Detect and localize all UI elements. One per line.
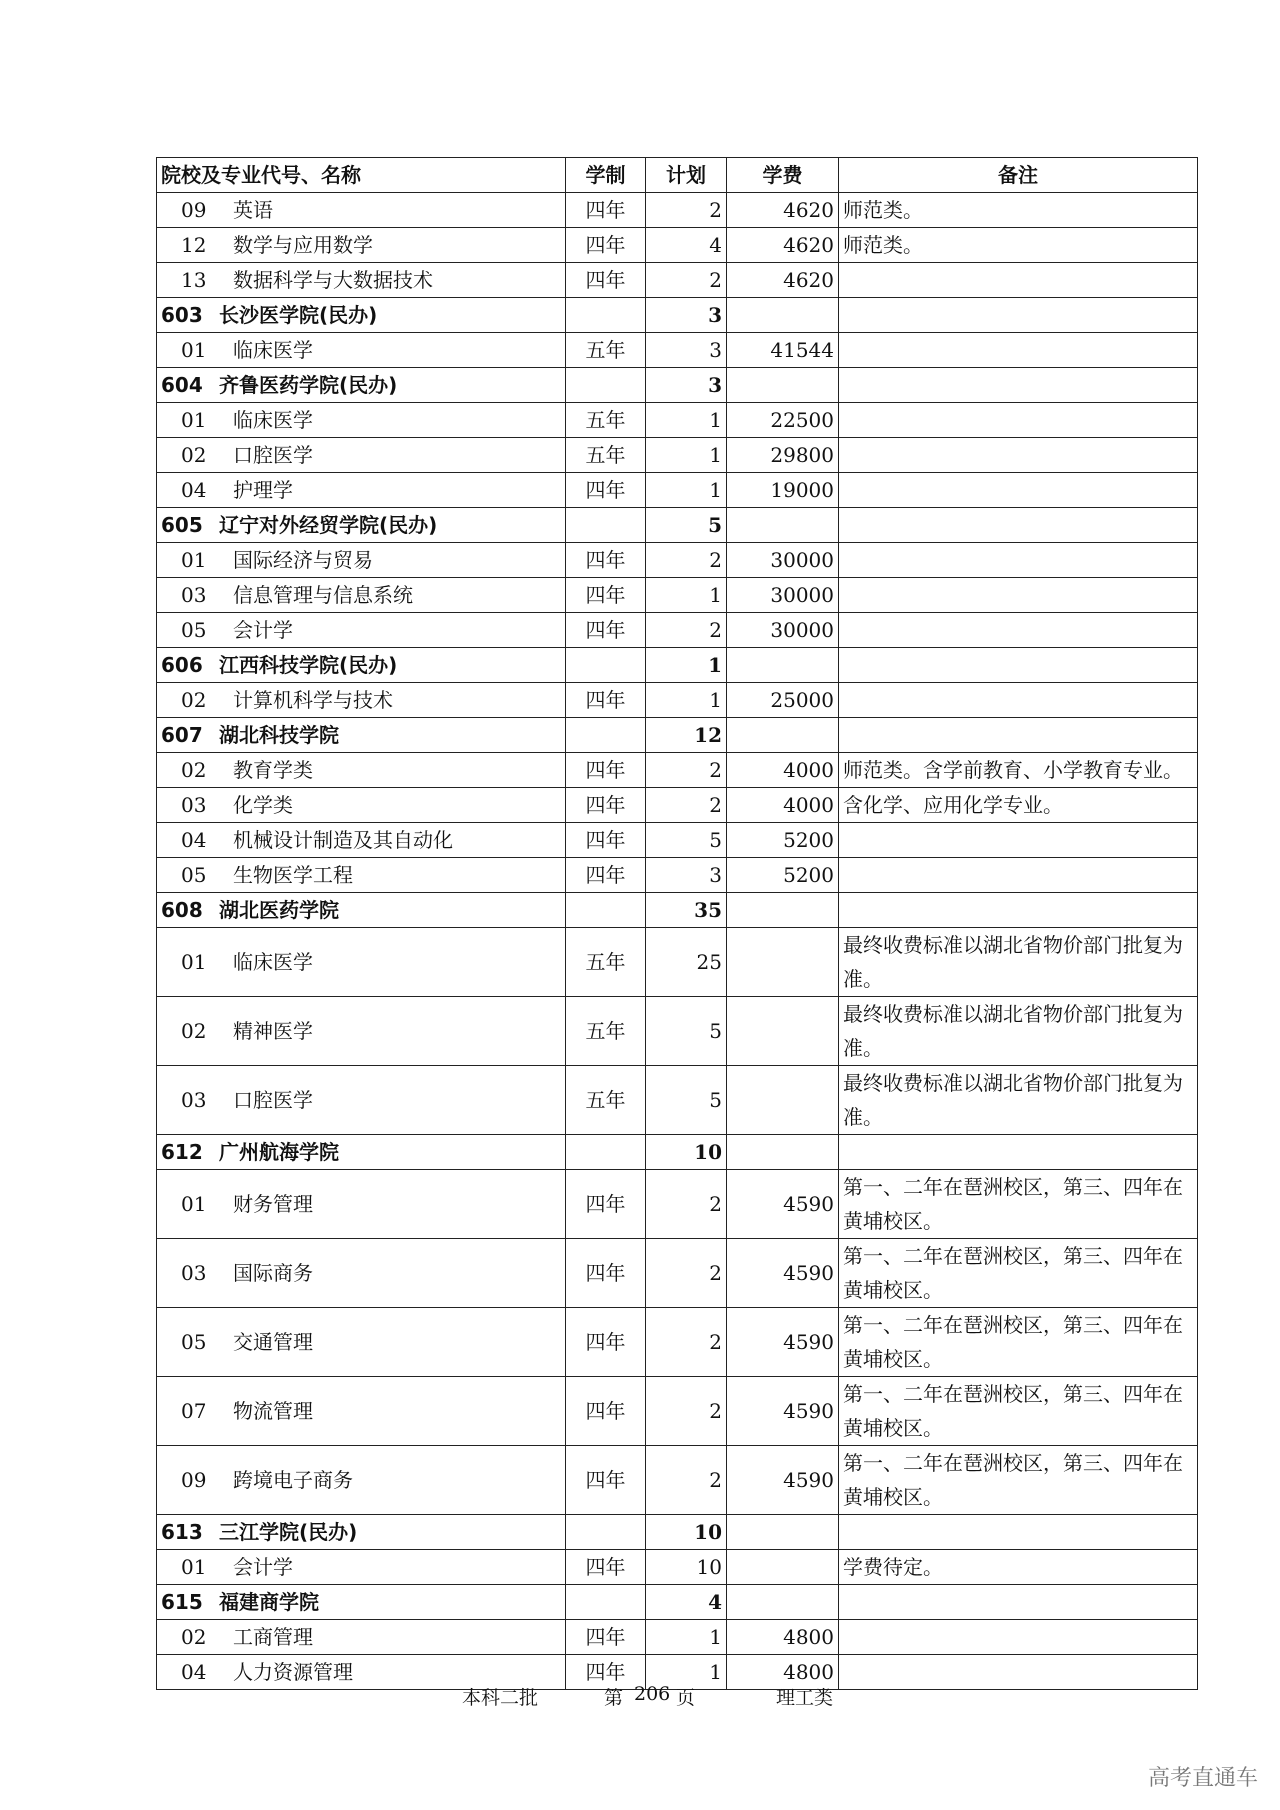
school-code: 606 bbox=[161, 653, 203, 677]
school-duration-cell bbox=[566, 1135, 646, 1170]
major-plan: 2 bbox=[646, 1308, 727, 1377]
major-duration: 四年 bbox=[566, 788, 646, 823]
major-name-cell bbox=[157, 1239, 566, 1308]
major-name: 物流管理 bbox=[233, 1399, 313, 1423]
school-tuition-cell bbox=[727, 648, 839, 683]
major-row bbox=[157, 543, 1198, 578]
major-name: 信息管理与信息系统 bbox=[233, 583, 413, 607]
major-tuition: 30000 bbox=[727, 613, 839, 648]
school-note-cell bbox=[839, 1515, 1198, 1550]
major-name-cell bbox=[157, 858, 566, 893]
major-note: 最终收费标准以湖北省物价部门批复为准。 bbox=[839, 997, 1198, 1066]
major-row bbox=[157, 613, 1198, 648]
major-row bbox=[157, 788, 1198, 823]
major-note bbox=[839, 543, 1198, 578]
major-name: 精神医学 bbox=[233, 1019, 313, 1043]
school-name-cell bbox=[157, 648, 566, 683]
school-row bbox=[157, 508, 1198, 543]
school-tuition-cell bbox=[727, 718, 839, 753]
major-tuition: 4620 bbox=[727, 193, 839, 228]
major-duration: 四年 bbox=[566, 473, 646, 508]
major-code: 01 bbox=[181, 1555, 207, 1579]
admission-plan-sheet bbox=[156, 157, 1198, 1690]
major-plan: 1 bbox=[646, 438, 727, 473]
major-tuition: 5200 bbox=[727, 858, 839, 893]
school-code: 605 bbox=[161, 513, 203, 537]
major-name: 英语 bbox=[233, 198, 273, 222]
school-code: 604 bbox=[161, 373, 203, 397]
school-note-cell bbox=[839, 298, 1198, 333]
major-plan: 2 bbox=[646, 613, 727, 648]
major-duration: 四年 bbox=[566, 1170, 646, 1239]
school-duration-cell bbox=[566, 718, 646, 753]
major-code: 05 bbox=[181, 863, 207, 887]
major-plan: 2 bbox=[646, 1446, 727, 1515]
page-footer bbox=[0, 1683, 1280, 1713]
major-duration: 四年 bbox=[566, 228, 646, 263]
major-name-cell bbox=[157, 1170, 566, 1239]
major-name: 交通管理 bbox=[233, 1330, 313, 1354]
major-row bbox=[157, 823, 1198, 858]
table-body bbox=[157, 193, 1198, 1690]
major-note: 最终收费标准以湖北省物价部门批复为准。 bbox=[839, 928, 1198, 997]
major-plan: 5 bbox=[646, 823, 727, 858]
major-name-cell bbox=[157, 1620, 566, 1655]
major-duration: 四年 bbox=[566, 1239, 646, 1308]
major-duration: 四年 bbox=[566, 1655, 646, 1690]
major-row bbox=[157, 1239, 1198, 1308]
major-tuition: 41544 bbox=[727, 333, 839, 368]
major-name: 数据科学与大数据技术 bbox=[233, 268, 433, 292]
major-row bbox=[157, 1066, 1198, 1135]
major-plan: 1 bbox=[646, 473, 727, 508]
major-plan: 4 bbox=[646, 228, 727, 263]
major-duration: 五年 bbox=[566, 333, 646, 368]
major-note bbox=[839, 403, 1198, 438]
major-note bbox=[839, 333, 1198, 368]
school-name-cell bbox=[157, 893, 566, 928]
major-name: 口腔医学 bbox=[233, 443, 313, 467]
major-duration: 四年 bbox=[566, 823, 646, 858]
major-name-cell bbox=[157, 928, 566, 997]
major-name: 护理学 bbox=[233, 478, 293, 502]
major-duration: 四年 bbox=[566, 1308, 646, 1377]
major-name-cell bbox=[157, 473, 566, 508]
school-code: 615 bbox=[161, 1590, 203, 1614]
major-duration: 四年 bbox=[566, 1620, 646, 1655]
major-name: 工商管理 bbox=[233, 1625, 313, 1649]
major-row bbox=[157, 997, 1198, 1066]
major-code: 01 bbox=[181, 408, 207, 432]
major-tuition: 4620 bbox=[727, 228, 839, 263]
major-duration: 四年 bbox=[566, 193, 646, 228]
major-duration: 四年 bbox=[566, 683, 646, 718]
school-code: 608 bbox=[161, 898, 203, 922]
major-code: 01 bbox=[181, 1192, 207, 1216]
major-name-cell bbox=[157, 263, 566, 298]
school-code: 612 bbox=[161, 1140, 203, 1164]
school-name-cell bbox=[157, 1135, 566, 1170]
major-name-cell bbox=[157, 438, 566, 473]
major-tuition: 4590 bbox=[727, 1308, 839, 1377]
school-name: 广州航海学院 bbox=[219, 1140, 339, 1164]
school-row bbox=[157, 648, 1198, 683]
major-name-cell bbox=[157, 997, 566, 1066]
major-name-cell bbox=[157, 1446, 566, 1515]
major-tuition: 4000 bbox=[727, 788, 839, 823]
header-notes: 备注 bbox=[839, 158, 1198, 193]
major-plan: 1 bbox=[646, 403, 727, 438]
school-row bbox=[157, 893, 1198, 928]
major-tuition: 4000 bbox=[727, 753, 839, 788]
major-name-cell bbox=[157, 1377, 566, 1446]
major-plan: 1 bbox=[646, 1620, 727, 1655]
major-name-cell bbox=[157, 1550, 566, 1585]
school-name-cell bbox=[157, 718, 566, 753]
major-name: 数学与应用数学 bbox=[233, 233, 373, 257]
major-note: 第一、二年在琶洲校区，第三、四年在黄埔校区。 bbox=[839, 1446, 1198, 1515]
major-code: 02 bbox=[181, 1019, 207, 1043]
major-note: 第一、二年在琶洲校区，第三、四年在黄埔校区。 bbox=[839, 1239, 1198, 1308]
major-code: 09 bbox=[181, 198, 207, 222]
admission-plan-table bbox=[156, 157, 1198, 1690]
major-code: 05 bbox=[181, 1330, 207, 1354]
major-plan: 3 bbox=[646, 333, 727, 368]
major-row bbox=[157, 1170, 1198, 1239]
major-name: 财务管理 bbox=[233, 1192, 313, 1216]
school-duration-cell bbox=[566, 368, 646, 403]
major-code: 12 bbox=[181, 233, 207, 257]
school-name: 福建商学院 bbox=[219, 1590, 319, 1614]
watermark: 高考直通车 bbox=[1147, 1766, 1258, 1791]
major-plan: 25 bbox=[646, 928, 727, 997]
school-plan: 5 bbox=[646, 508, 727, 543]
major-name-cell bbox=[157, 753, 566, 788]
major-row bbox=[157, 753, 1198, 788]
major-code: 03 bbox=[181, 1088, 207, 1112]
major-note: 师范类。 bbox=[839, 193, 1198, 228]
major-plan: 10 bbox=[646, 1550, 727, 1585]
major-plan: 2 bbox=[646, 1239, 727, 1308]
major-code: 04 bbox=[181, 828, 207, 852]
major-row bbox=[157, 928, 1198, 997]
major-row bbox=[157, 473, 1198, 508]
major-name: 口腔医学 bbox=[233, 1088, 313, 1112]
major-tuition: 4800 bbox=[727, 1620, 839, 1655]
major-name: 生物医学工程 bbox=[233, 863, 353, 887]
major-name-cell bbox=[157, 403, 566, 438]
major-duration: 五年 bbox=[566, 438, 646, 473]
major-note bbox=[839, 823, 1198, 858]
major-name-cell bbox=[157, 578, 566, 613]
major-note: 最终收费标准以湖北省物价部门批复为准。 bbox=[839, 1066, 1198, 1135]
major-code: 13 bbox=[181, 268, 207, 292]
major-name-cell bbox=[157, 788, 566, 823]
major-code: 03 bbox=[181, 793, 207, 817]
major-tuition: 22500 bbox=[727, 403, 839, 438]
major-name: 化学类 bbox=[233, 793, 293, 817]
school-duration-cell bbox=[566, 893, 646, 928]
school-row bbox=[157, 718, 1198, 753]
footer-page-prefix: 第 bbox=[604, 1687, 624, 1709]
major-plan: 1 bbox=[646, 683, 727, 718]
school-name-cell bbox=[157, 298, 566, 333]
major-note bbox=[839, 613, 1198, 648]
major-duration: 四年 bbox=[566, 1377, 646, 1446]
major-note: 师范类。含学前教育、小学教育专业。 bbox=[839, 753, 1198, 788]
footer-page-suffix: 页 bbox=[676, 1687, 696, 1709]
major-tuition: 4590 bbox=[727, 1170, 839, 1239]
school-name-cell bbox=[157, 1585, 566, 1620]
major-tuition bbox=[727, 997, 839, 1066]
major-duration: 四年 bbox=[566, 1550, 646, 1585]
school-name-cell bbox=[157, 508, 566, 543]
major-row bbox=[157, 193, 1198, 228]
major-plan: 5 bbox=[646, 997, 727, 1066]
school-code: 603 bbox=[161, 303, 203, 327]
major-code: 04 bbox=[181, 1660, 207, 1684]
school-duration-cell bbox=[566, 298, 646, 333]
major-note: 第一、二年在琶洲校区，第三、四年在黄埔校区。 bbox=[839, 1377, 1198, 1446]
major-plan: 3 bbox=[646, 858, 727, 893]
major-code: 01 bbox=[181, 338, 207, 362]
major-row bbox=[157, 683, 1198, 718]
major-tuition: 30000 bbox=[727, 543, 839, 578]
major-name: 计算机科学与技术 bbox=[233, 688, 393, 712]
major-row bbox=[157, 403, 1198, 438]
school-name: 湖北科技学院 bbox=[219, 723, 339, 747]
major-row bbox=[157, 1446, 1198, 1515]
major-tuition: 29800 bbox=[727, 438, 839, 473]
school-note-cell bbox=[839, 648, 1198, 683]
major-code: 07 bbox=[181, 1399, 207, 1423]
major-row bbox=[157, 1620, 1198, 1655]
major-name: 机械设计制造及其自动化 bbox=[233, 828, 453, 852]
major-note bbox=[839, 683, 1198, 718]
major-note bbox=[839, 438, 1198, 473]
school-code: 607 bbox=[161, 723, 203, 747]
footer-category: 理工类 bbox=[776, 1687, 834, 1709]
major-name-cell bbox=[157, 193, 566, 228]
major-duration: 四年 bbox=[566, 578, 646, 613]
major-plan: 2 bbox=[646, 753, 727, 788]
school-name: 辽宁对外经贸学院(民办) bbox=[219, 513, 438, 537]
major-note bbox=[839, 578, 1198, 613]
major-name-cell bbox=[157, 1308, 566, 1377]
major-row bbox=[157, 858, 1198, 893]
major-note bbox=[839, 263, 1198, 298]
school-plan: 3 bbox=[646, 368, 727, 403]
major-tuition: 4590 bbox=[727, 1446, 839, 1515]
table-header-row bbox=[157, 158, 1198, 193]
major-code: 03 bbox=[181, 1261, 207, 1285]
major-name-cell bbox=[157, 333, 566, 368]
footer-batch: 本科二批 bbox=[462, 1687, 539, 1709]
major-note: 第一、二年在琶洲校区，第三、四年在黄埔校区。 bbox=[839, 1170, 1198, 1239]
major-plan: 2 bbox=[646, 1377, 727, 1446]
school-tuition-cell bbox=[727, 368, 839, 403]
major-plan: 1 bbox=[646, 1655, 727, 1690]
major-name: 临床医学 bbox=[233, 338, 313, 362]
header-duration: 学制 bbox=[566, 158, 646, 193]
school-plan: 12 bbox=[646, 718, 727, 753]
school-tuition-cell bbox=[727, 1585, 839, 1620]
school-name: 江西科技学院(民办) bbox=[219, 653, 398, 677]
major-row bbox=[157, 228, 1198, 263]
major-code: 04 bbox=[181, 478, 207, 502]
major-duration: 五年 bbox=[566, 928, 646, 997]
major-duration: 四年 bbox=[566, 263, 646, 298]
major-tuition: 25000 bbox=[727, 683, 839, 718]
header-tuition: 学费 bbox=[727, 158, 839, 193]
school-plan: 4 bbox=[646, 1585, 727, 1620]
major-tuition: 4620 bbox=[727, 263, 839, 298]
major-note: 师范类。 bbox=[839, 228, 1198, 263]
major-code: 02 bbox=[181, 443, 207, 467]
major-tuition: 19000 bbox=[727, 473, 839, 508]
major-name-cell bbox=[157, 228, 566, 263]
major-tuition: 4800 bbox=[727, 1655, 839, 1690]
major-code: 02 bbox=[181, 758, 207, 782]
major-name: 人力资源管理 bbox=[233, 1660, 353, 1684]
school-row bbox=[157, 1135, 1198, 1170]
major-name: 国际商务 bbox=[233, 1261, 313, 1285]
school-tuition-cell bbox=[727, 893, 839, 928]
major-name: 临床医学 bbox=[233, 408, 313, 432]
major-tuition: 4590 bbox=[727, 1377, 839, 1446]
major-note: 学费待定。 bbox=[839, 1550, 1198, 1585]
school-name-cell bbox=[157, 368, 566, 403]
school-duration-cell bbox=[566, 1515, 646, 1550]
major-name: 教育学类 bbox=[233, 758, 313, 782]
major-name-cell bbox=[157, 1066, 566, 1135]
school-name: 三江学院(民办) bbox=[219, 1520, 358, 1544]
school-note-cell bbox=[839, 718, 1198, 753]
major-note bbox=[839, 473, 1198, 508]
major-duration: 四年 bbox=[566, 1446, 646, 1515]
school-name-cell bbox=[157, 1515, 566, 1550]
major-name: 跨境电子商务 bbox=[233, 1468, 353, 1492]
major-tuition: 30000 bbox=[727, 578, 839, 613]
major-code: 03 bbox=[181, 583, 207, 607]
school-row bbox=[157, 1515, 1198, 1550]
major-note: 含化学、应用化学专业。 bbox=[839, 788, 1198, 823]
school-code: 613 bbox=[161, 1520, 203, 1544]
major-name-cell bbox=[157, 543, 566, 578]
major-note bbox=[839, 858, 1198, 893]
major-plan: 2 bbox=[646, 263, 727, 298]
major-row bbox=[157, 1377, 1198, 1446]
major-tuition bbox=[727, 1066, 839, 1135]
major-name: 临床医学 bbox=[233, 950, 313, 974]
major-code: 02 bbox=[181, 688, 207, 712]
major-tuition bbox=[727, 1550, 839, 1585]
major-code: 01 bbox=[181, 548, 207, 572]
major-code: 02 bbox=[181, 1625, 207, 1649]
major-name-cell bbox=[157, 823, 566, 858]
school-name: 齐鲁医药学院(民办) bbox=[219, 373, 398, 397]
school-plan: 10 bbox=[646, 1135, 727, 1170]
major-code: 09 bbox=[181, 1468, 207, 1492]
school-tuition-cell bbox=[727, 1135, 839, 1170]
school-plan: 35 bbox=[646, 893, 727, 928]
major-duration: 四年 bbox=[566, 613, 646, 648]
major-row bbox=[157, 1550, 1198, 1585]
school-note-cell bbox=[839, 508, 1198, 543]
school-note-cell bbox=[839, 893, 1198, 928]
major-plan: 2 bbox=[646, 1170, 727, 1239]
school-duration-cell bbox=[566, 508, 646, 543]
major-row bbox=[157, 578, 1198, 613]
school-plan: 1 bbox=[646, 648, 727, 683]
school-plan: 10 bbox=[646, 1515, 727, 1550]
school-tuition-cell bbox=[727, 508, 839, 543]
major-plan: 1 bbox=[646, 578, 727, 613]
major-duration: 五年 bbox=[566, 403, 646, 438]
school-name: 长沙医学院(民办) bbox=[219, 303, 378, 327]
major-row bbox=[157, 333, 1198, 368]
school-name: 湖北医药学院 bbox=[219, 898, 339, 922]
major-plan: 2 bbox=[646, 788, 727, 823]
major-plan: 2 bbox=[646, 193, 727, 228]
major-name-cell bbox=[157, 683, 566, 718]
header-plan: 计划 bbox=[646, 158, 727, 193]
school-duration-cell bbox=[566, 648, 646, 683]
school-duration-cell bbox=[566, 1585, 646, 1620]
major-code: 05 bbox=[181, 618, 207, 642]
major-tuition bbox=[727, 928, 839, 997]
school-row bbox=[157, 298, 1198, 333]
major-row bbox=[157, 263, 1198, 298]
major-name: 国际经济与贸易 bbox=[233, 548, 373, 572]
major-note bbox=[839, 1620, 1198, 1655]
school-note-cell bbox=[839, 368, 1198, 403]
major-plan: 2 bbox=[646, 543, 727, 578]
major-duration: 四年 bbox=[566, 543, 646, 578]
major-tuition: 4590 bbox=[727, 1239, 839, 1308]
major-row bbox=[157, 1308, 1198, 1377]
school-note-cell bbox=[839, 1585, 1198, 1620]
major-duration: 四年 bbox=[566, 753, 646, 788]
school-row bbox=[157, 368, 1198, 403]
major-name: 会计学 bbox=[233, 618, 293, 642]
major-duration: 五年 bbox=[566, 997, 646, 1066]
footer-page-number: 206 bbox=[634, 1683, 671, 1705]
major-name: 会计学 bbox=[233, 1555, 293, 1579]
school-row bbox=[157, 1585, 1198, 1620]
major-duration: 四年 bbox=[566, 858, 646, 893]
major-duration: 五年 bbox=[566, 1066, 646, 1135]
major-note: 第一、二年在琶洲校区，第三、四年在黄埔校区。 bbox=[839, 1308, 1198, 1377]
header-name: 院校及专业代号、名称 bbox=[157, 158, 566, 193]
major-plan: 5 bbox=[646, 1066, 727, 1135]
school-note-cell bbox=[839, 1135, 1198, 1170]
school-tuition-cell bbox=[727, 1515, 839, 1550]
major-name-cell bbox=[157, 613, 566, 648]
school-tuition-cell bbox=[727, 298, 839, 333]
major-code: 01 bbox=[181, 950, 207, 974]
major-tuition: 5200 bbox=[727, 823, 839, 858]
major-row bbox=[157, 438, 1198, 473]
school-plan: 3 bbox=[646, 298, 727, 333]
